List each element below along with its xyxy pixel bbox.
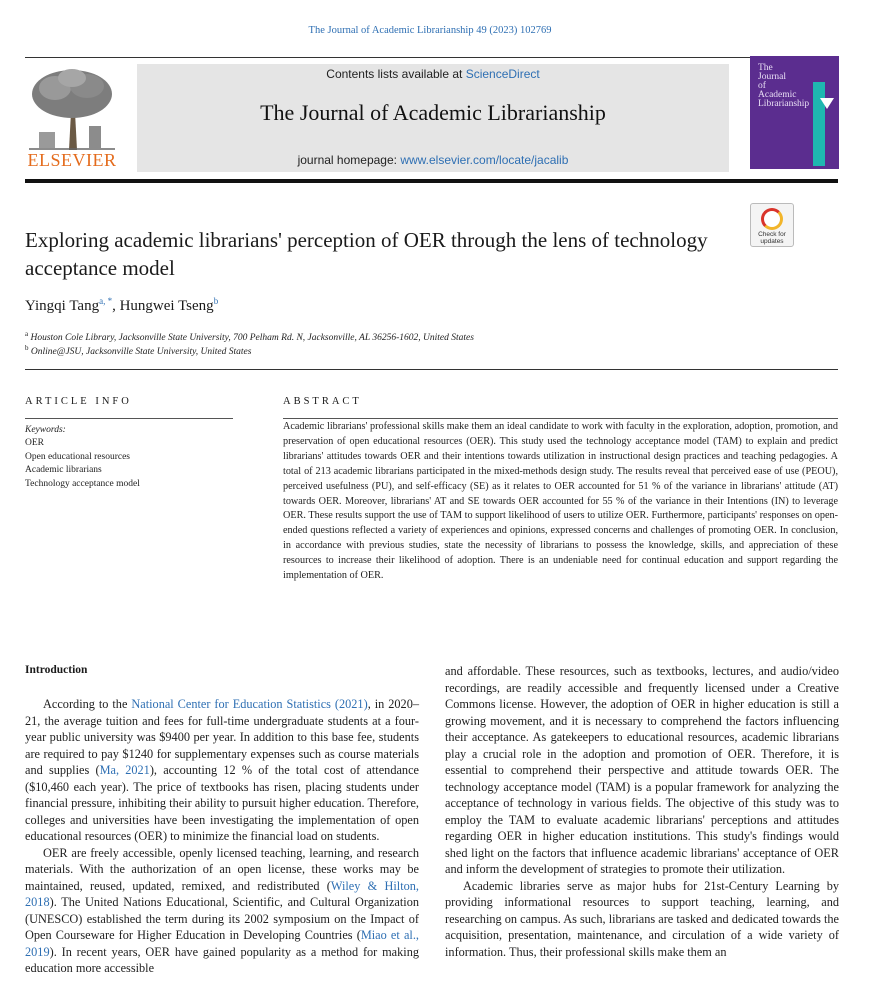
cover-teal-bar <box>813 82 825 166</box>
citation-link[interactable]: National Center for Education Statistics (2021) <box>131 697 368 711</box>
journal-banner <box>137 64 729 172</box>
body-column-left <box>25 696 419 977</box>
author-name[interactable]: Hungwei Tseng <box>119 298 214 314</box>
affiliation-b: $^b$ Online@JSU, Jacksonville State University, United States <box>25 344 252 358</box>
keyword-item: Open educational resources <box>25 451 130 462</box>
paragraph: and affordable. These resources, such as textbooks, lectures, and audio/video recordings, are readily accessible and frequently licensed under a Creative Commons license. However, the adoption of OER in higher education is still a growing movement, and it is necessary to comprehend the factors influencing their acceptance. As gatekeepers to educational resources, academic librarians play a crucial role in the adoption and promotion of OER. Therefore, it is essential to comprehend their perspective and attitude towards OER. The technology acceptance model (TAM) is a popular framework for analyzing the acceptance of technology in various fields. The objective of this study was to employ the TAM to evaluate academic librarians' perceptions and attitudes regarding OER in higher education institutions. This study's findings would shed light on the factors that influence academic librarians' acceptance of OER and inform the development of strategies to promote their utilization. <box>445 664 839 876</box>
body-column-right <box>445 663 839 960</box>
publisher-wordmark: ELSEVIER <box>27 150 117 170</box>
author-affil-marker[interactable]: a, * <box>99 296 113 306</box>
introduction-heading: Introduction <box>25 664 88 676</box>
author-name[interactable]: Yingqi Tang <box>25 298 100 314</box>
citation-link[interactable]: Wiley & Hilton, 2018 <box>25 878 419 909</box>
keywords-list <box>25 437 140 492</box>
article-info-heading: ARTICLE INFO <box>25 396 132 407</box>
journal-cover-thumbnail[interactable] <box>750 56 839 169</box>
contents-line: Contents lists available at ScienceDirect <box>326 67 540 81</box>
homepage-line: journal homepage: www.elsevier.com/locate/jacalib <box>297 153 569 167</box>
keyword-item: Academic librarians <box>25 465 102 476</box>
citation-link[interactable]: Miao et al., 2019 <box>25 928 419 959</box>
affiliation-a: $^a$ Houston Cole Library, Jacksonville State University, 700 Pelham Rd. N, Jacksonville, AL 36256-1602, United States <box>25 330 474 344</box>
article-info-rule <box>25 418 233 419</box>
cover-triangle-icon <box>820 98 834 109</box>
author-list: Yingqi Tang$^{a, *}$, Hungwei Tseng$^b$ <box>25 296 219 314</box>
article-title: Exploring academic librarians' perception of OER through the lens of technology acceptance model <box>25 228 708 280</box>
journal-reference[interactable]: The Journal of Academic Librarianship 49 (2023) 102769 <box>308 25 552 36</box>
check-for-updates-button[interactable] <box>750 203 794 247</box>
abstract-text: Academic librarians' professional skills make them an ideal candidate to work with faculty in the exploration, adoption, promotion, and preservation of open educational resources (OER). This study used the technology acceptance model (TAM) to explain and predict librarians' attitudes towards OER and their intentions towards utilization in instructional design practices and teaching pedagogies. A total of 213 academic librarians participated in the mixed-methods design study. The results reveal that perceived ease of use (PEOU), perceived usefulness (PU), and self-efficacy (SE) as it relates to OER accounted for 51 % of the variance in librarians' attitude (AT) towards OER. Moreover, librarians' AT and SE towards OER accounted for 55 % of the variance in their Intentions (IN) to leverage OER. These results support the use of TAM to support likelihood of users to utilize OER. Furthermore, participants' responses on open-ended questions reflected a variety of experiences and opinions, expressed concerns and challenges of promoting OER. In conclusion, in accordance with previous studies, state the necessity of librarians to possess the knowledge, skills, and appreciation of these resources to increase their likelihood of adoption. There is an undeniable need for continual education and support regarding the implementation of OER. <box>283 421 838 582</box>
crossmark-icon <box>761 208 783 230</box>
sciencedirect-link[interactable]: ScienceDirect <box>465 67 540 81</box>
header-top-rule <box>25 57 838 58</box>
paragraph: According to the National Center for Education Statistics (2021), in 2020–21, the average tuition and fees for full-time undergraduate students at a four-year public university was $9400 per year. In addition to this base fee, students are required to pay $1240 for supplementary expenses such as course materials and supplies (Ma, 2021), accounting 12 % of the total cost of attendance ($10,460 each year). The price of textbooks has risen, placing students under financial pressure, inhibiting their ability to pursuit higher education. Therefore, colleges and universities have been investigating the implementation of open educational resources (OER) to minimize the financial load on students. <box>25 697 419 843</box>
section-divider <box>25 369 838 370</box>
abstract-heading: ABSTRACT <box>283 396 362 407</box>
header-bottom-rule <box>25 179 838 183</box>
cover-title: The Journal of Academic Librarianship <box>758 63 810 109</box>
keyword-item: OER <box>25 438 44 448</box>
paragraph: OER are freely accessible, openly licensed teaching, learning, and research materials. With the authorization of an open license, these works may be maintained, reused, updated, remixed, and redistributed (Wiley & Hilton, 2018). The United Nations Educational, Scientific, and Cultural Organization (UNESCO) established the term during its 2002 symposium on the Impact of Open Courseware for Higher Education in Developing Countries (Miao et al., 2019). In recent years, OER have gained popularity as a method for making education more accessible <box>25 845 419 975</box>
journal-title: The Journal of Academic Librarianship <box>260 100 606 125</box>
check-for-updates-label: Check for updates <box>758 231 786 245</box>
journal-homepage-link[interactable]: www.elsevier.com/locate/jacalib <box>400 153 569 167</box>
keyword-item: Technology acceptance model <box>25 479 140 490</box>
citation-link[interactable]: Ma, 2021 <box>99 763 150 777</box>
author-affil-marker[interactable]: b <box>213 296 219 306</box>
paragraph: Academic libraries serve as major hubs for 21st-Century Learning by providing informational resources to support teaching, learning, and researching on campus. As such, librarians are tasked and dedicated towards the acquisition, presentation, maintenance, and circulation of a wide variety of information. Thus, their professional skills make them an <box>445 878 839 959</box>
keywords-label: Keywords: <box>25 425 66 435</box>
